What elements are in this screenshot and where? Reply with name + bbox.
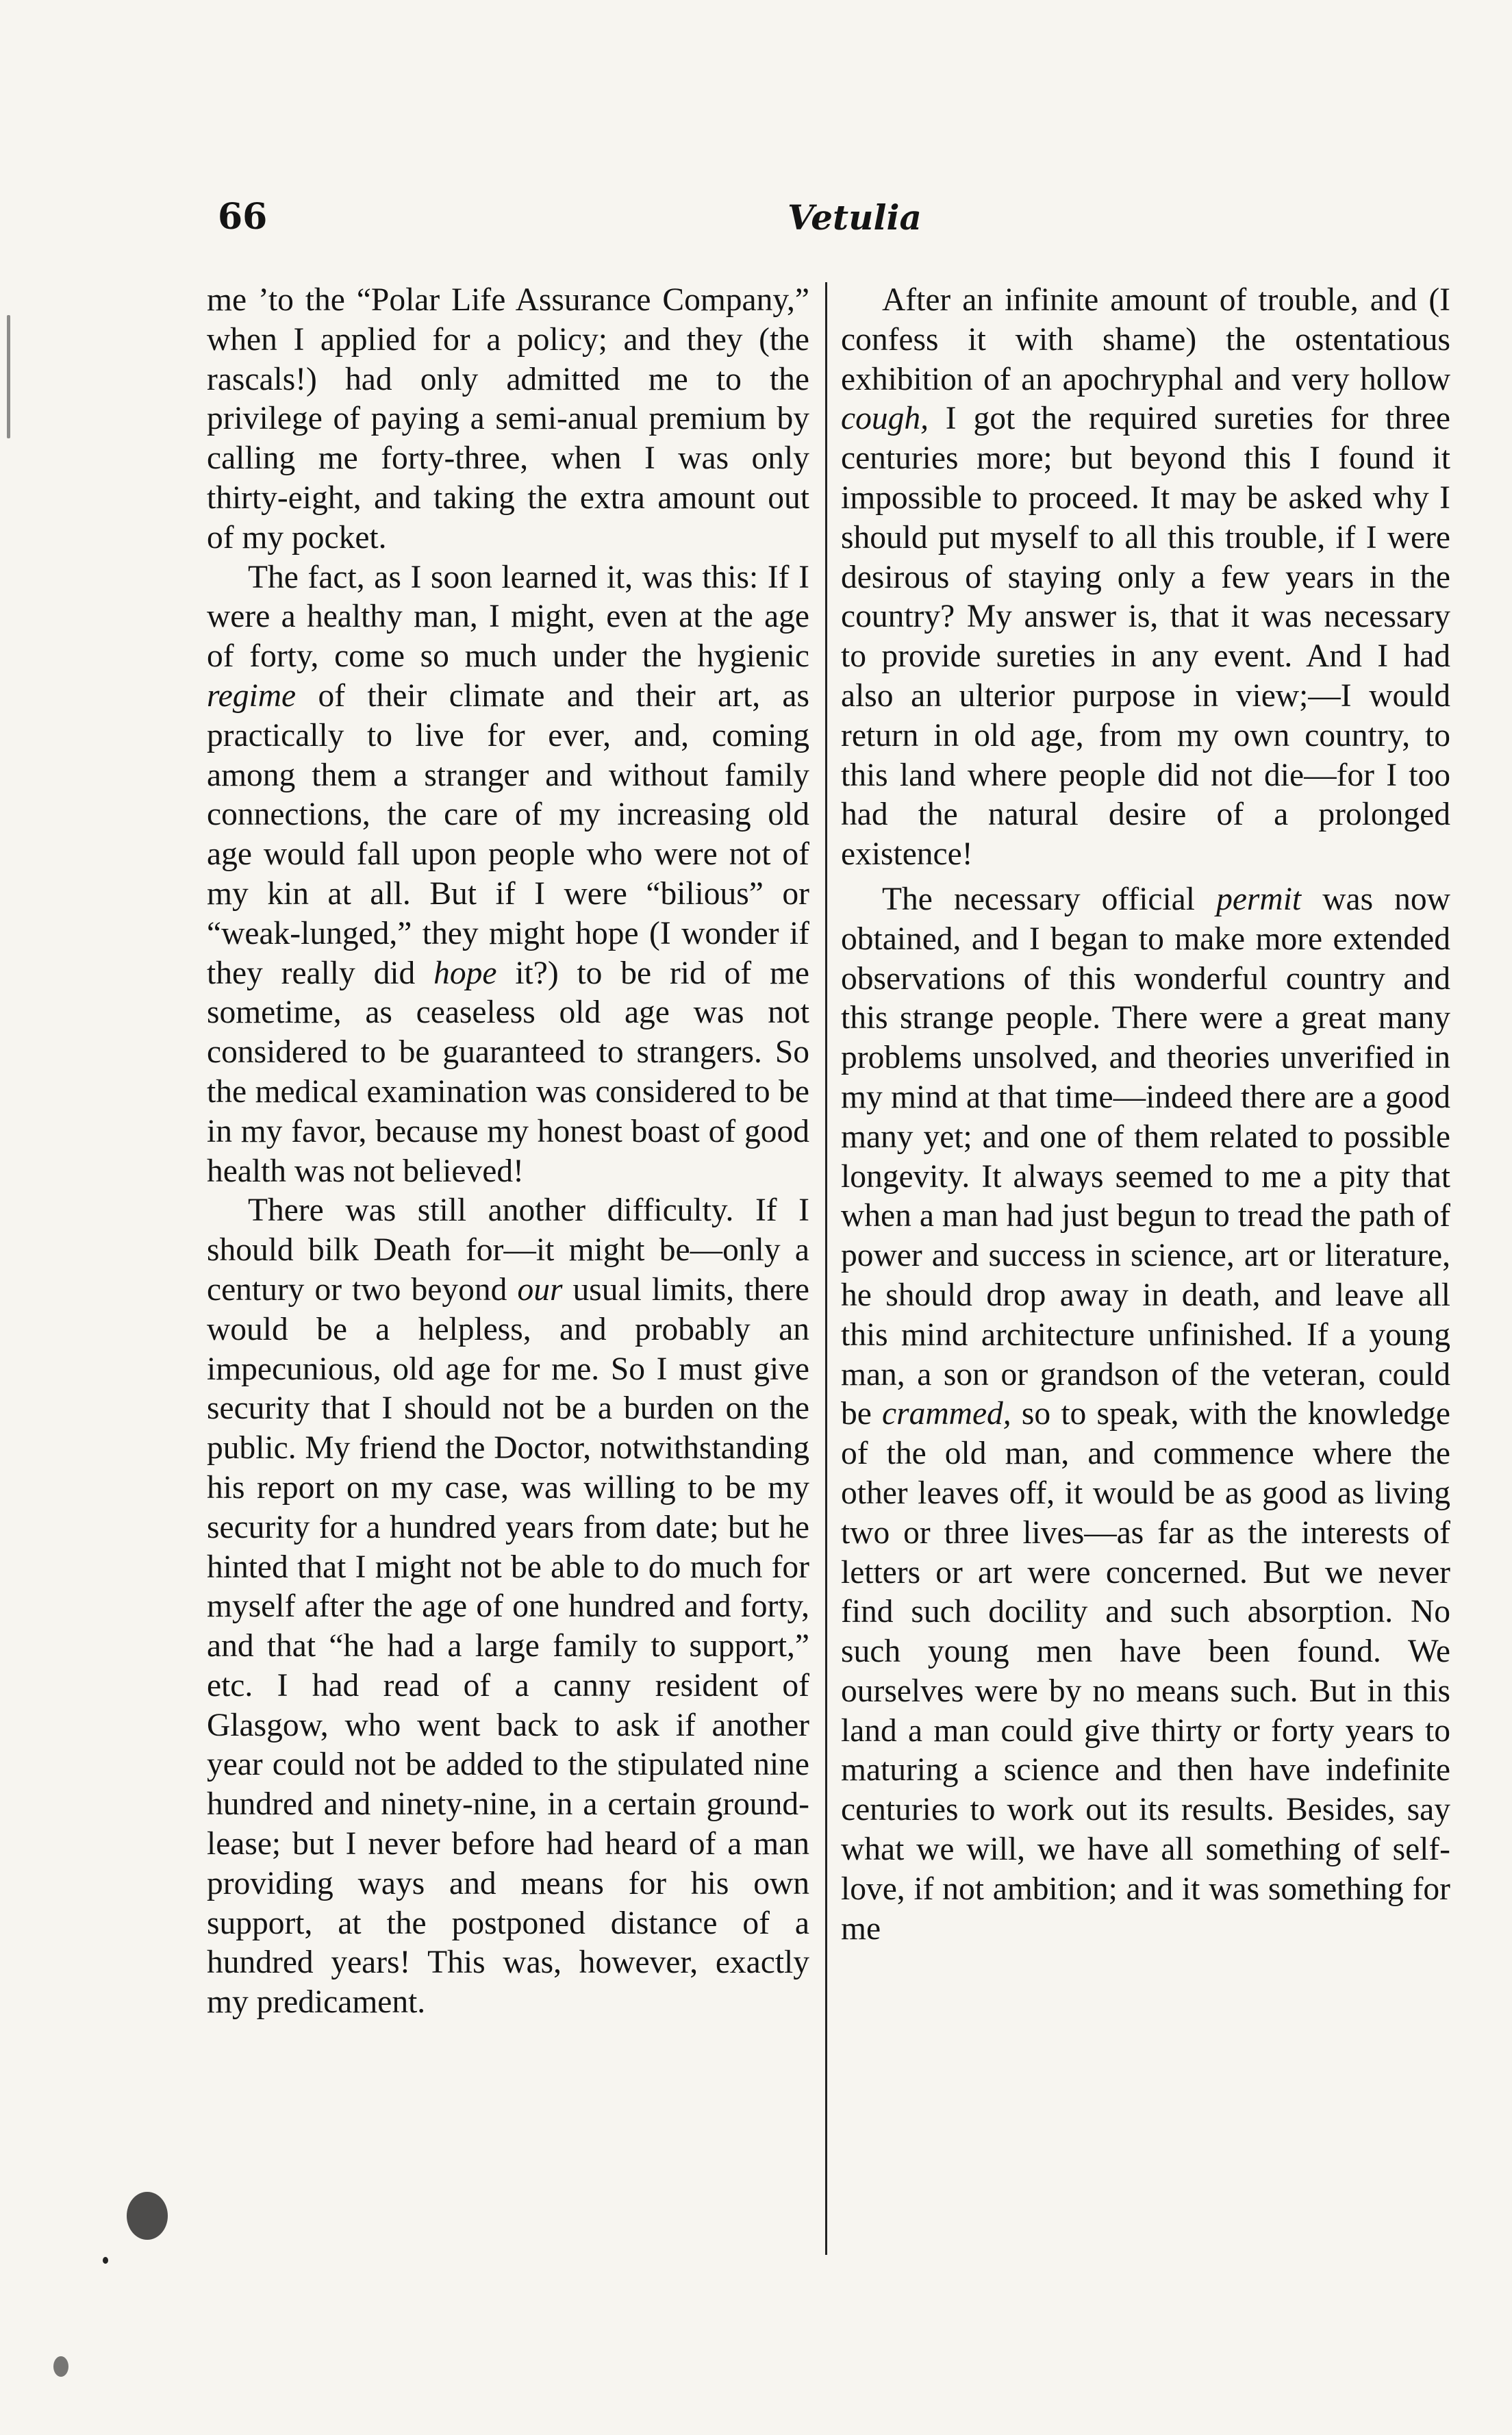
left-p3-italic-our: our [517, 1271, 563, 1308]
ink-speck-2 [53, 2356, 68, 2377]
left-paragraph-2 [207, 558, 809, 1192]
running-title: Vetulia [788, 197, 922, 238]
ink-speck [103, 2257, 108, 2264]
left-paragraph-3 [207, 1191, 809, 2023]
left-column [207, 281, 809, 2023]
right-paragraph-2 [841, 880, 1450, 1949]
ink-blot [127, 2192, 168, 2240]
right-p2-italic-permit: permit [1216, 881, 1302, 917]
left-p2-text-b: of their climate and their art, as practically to live for ever, and, coming among them a stranger and without family connections, the care of my increasing old age would fall upon people who were not of my kin at all. But if I were “bilious” or “weak-lunged,” they might hope (I wonder if they really did [207, 677, 809, 991]
left-p2-italic-regime: regime [207, 677, 297, 714]
right-p2-text-c: so to speak, with the knowledge of the old man, and commence where the other leaves off, it would be as good as living two or three lives—as far as the interests of letters or art were concerned. But we never find such docility and such absorption. No such young men have been found. We ourselves were by no means such. But in this land a man could give thirty or forty years to maturing a science and then have indefinite centuries to work out its results. Besides, say what we will, we have all something of self-love, if not ambition; and it was something for me [841, 1396, 1450, 1947]
right-paragraph-1 [841, 281, 1450, 875]
right-p1-text-a: After an infinite amount of trouble, and (I confess it with shame) the ostentatious exhibition of an apochryphal and very hollow [841, 282, 1450, 397]
left-p2-text-c: it?) to be rid of me sometime, as ceaseless old age was not considered to be guaranteed to strangers. So the medical examination was considered to be in my favor, because my honest boast of good health was not believed! [207, 955, 810, 1189]
left-p3-text-a: There was still another difficulty. If I should bilk Death for—it might be—only a century or two beyond [207, 1192, 809, 1308]
left-p2-text-a: The fact, as I soon learned it, was this: If I were a healthy man, I might, even at the age of forty, come so much under the hygienic [207, 559, 809, 675]
left-paragraph-1 [207, 281, 809, 558]
left-p3-text-b: usual limits, there would be a helpless, and probably an impecunious, old age for me. So I must give security that I should not be a burden on the public. My friend the Doctor, notwithstanding his report on my case, was willing to be my security for a hundred years from date; but he hinted that I might not be able to do much for myself after the age of one hundred and forty, and that “he had a large family to support,” etc. I had read of a canny resident of Glasgow, who went back to ask if another year could not be added to the stipulated nine hundred and ninety-nine, in a certain ground-lease; but I never before had heard of a man providing ways and means for his own support, at the postponed distance of a hundred years! This was, however, exactly my predicament. [207, 1271, 809, 2021]
right-p1-text-b: I got the required sureties for three centuries more; but beyond this I found it impossible to proceed. It may be asked why I should put myself to all this trouble, if I were desirous of staying only a few years in the country? My answer is, that it was necessary to provide sureties in any event. And I had also an ulterior purpose in view;—I would return in old age, from my own country, to this land where people did not die—for I too had the natural desire of a prolonged existence! [841, 401, 1450, 873]
right-p1-italic-cough: cough, [841, 401, 929, 437]
right-p2-italic-crammed: crammed, [882, 1396, 1011, 1432]
page-number: 66 [218, 196, 268, 238]
column-divider [825, 282, 827, 2255]
left-p2-italic-hope: hope [433, 955, 497, 991]
right-p2-text-b: was now obtained, and I began to make more extended observations of this wonderful country and this strange people. There were a great many problems unsolved, and theories unverified in my mind at that time—indeed there are a good many yet; and one of them related to possible longevity. It always seemed to me a pity that when a man had just begun to tread the path of power and success in science, art or literature, he should drop away in death, and leave all this mind architecture unfinished. If a young man, a son or grandson of the veteran, could be [841, 881, 1450, 1432]
ink-speck-3 [7, 315, 10, 438]
left-p1-text: me ’to the “Polar Life Assurance Company,” when I applied for a policy; and they (the rascals!) had only admitted me to the privilege of paying a semi-anual premium by calling me forty-three, when I was only thirty-eight, and taking the extra amount out of my pocket. [207, 282, 809, 555]
right-column [841, 281, 1450, 1949]
right-p2-text-a: The necessary official [882, 881, 1217, 917]
